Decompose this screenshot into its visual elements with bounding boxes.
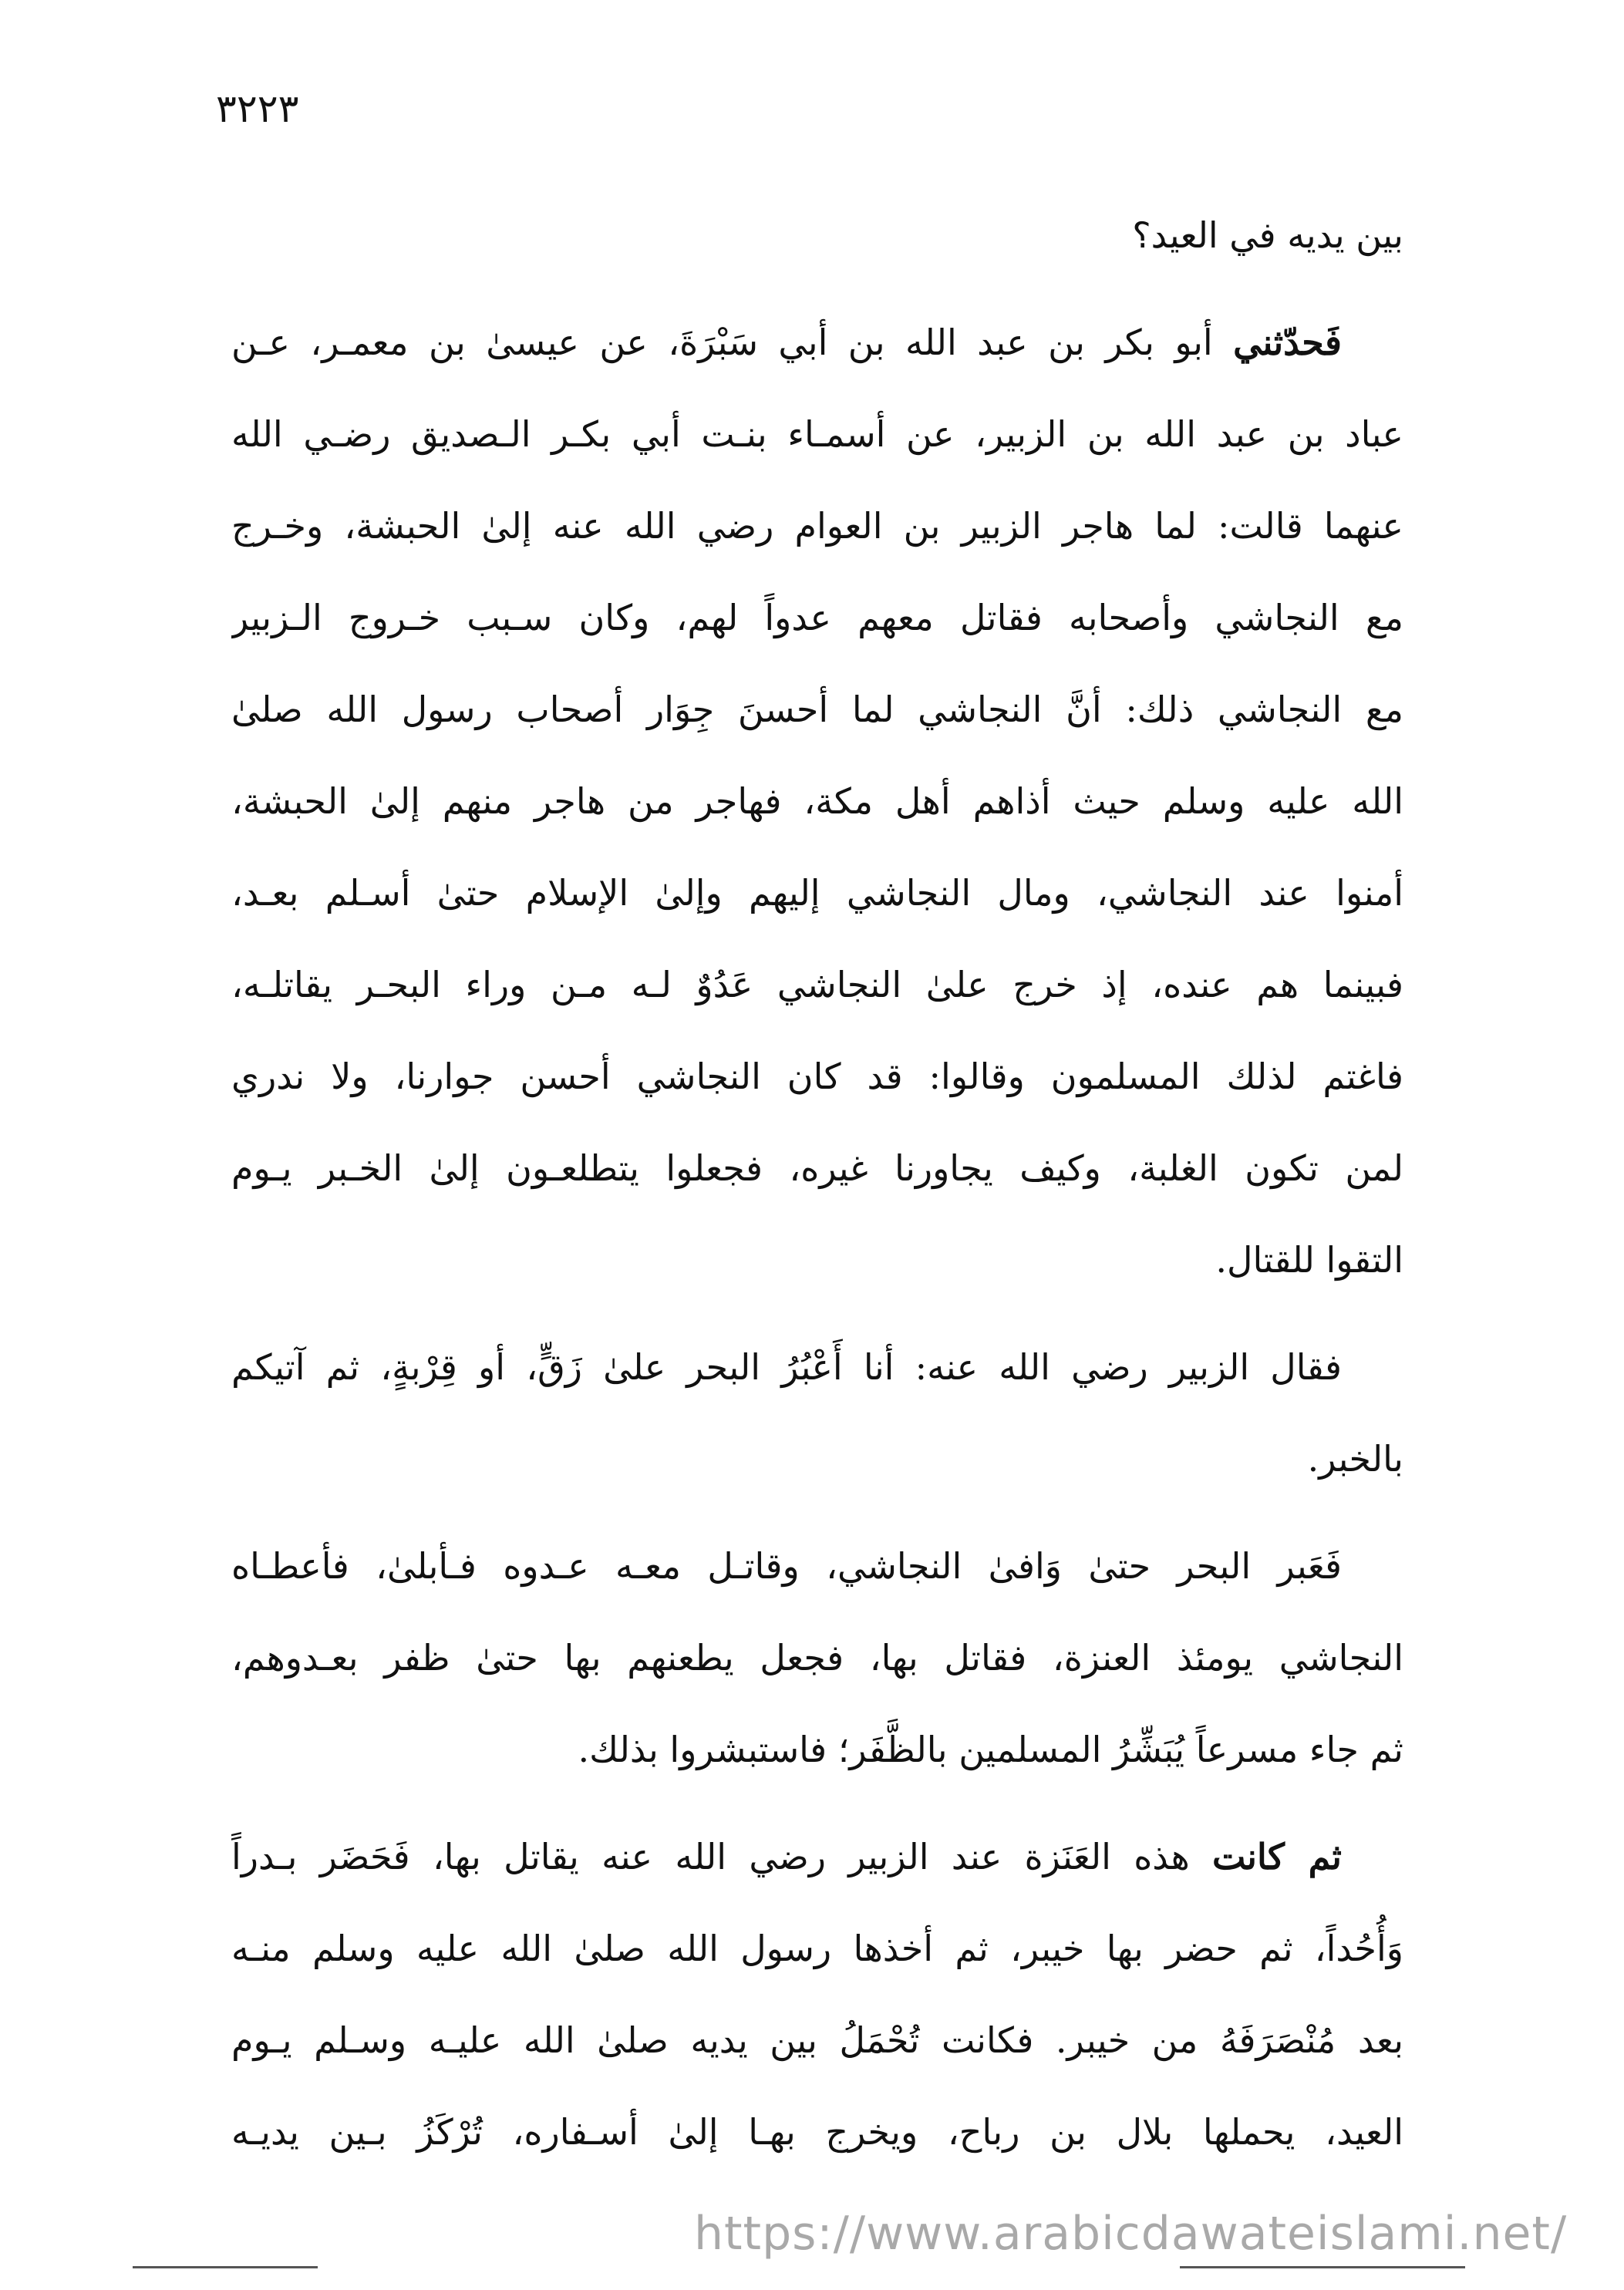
text-line: مع النجاشي وأصحابه فقاتل معهم عدواً لهم، وكان سـبب خـروج الـزبير <box>231 597 1403 638</box>
text-line: بعد مُنْصَرَفَهُ من خيبر. فكانت تُحْمَلُ بين يديه صلىٰ الله عليـه وسـلم يـوم <box>231 2019 1403 2061</box>
text-line: عنهما قالت: لما هاجر الزبير بن العوام رضي الله عنه إلىٰ الحبشة، وخـرج <box>231 505 1403 547</box>
paragraph <box>231 297 1403 1306</box>
text-line: مع النجاشي ذلك: أنَّ النجاشي لما أحسنَ جِوَار أصحاب رسول الله صلىٰ <box>231 689 1403 730</box>
text-line: عباد بن عبد الله بن الزبير، عن أسمـاء بنـت أبي بكـر الـصديق رضـي الله <box>231 413 1403 455</box>
paragraph <box>231 190 1403 281</box>
paragraph <box>231 1520 1403 1796</box>
text-line: بالخبر. <box>1307 1438 1403 1480</box>
text-segment: هذه العَنَزة عند الزبير رضي الله عنه يقاتل بها، فَحَضَر بـدراً <box>231 1836 1190 1877</box>
lead-word: فَحدّثني <box>1233 322 1342 363</box>
text-line: النجاشي يومئذ العنزة، فقاتل بها، فجعل يطعنهم بها حتىٰ ظفر بعـدوهم، <box>231 1637 1403 1679</box>
text-line: فَعَبر البحر حتىٰ وَافىٰ النجاشي، وقاتـل معـه عـدوه فـأبلىٰ، فأعطـاه <box>231 1545 1342 1587</box>
text-line <box>231 1811 1403 1903</box>
footer-rule <box>133 2266 318 2268</box>
text-line: فبينما هم عنده، إذ خرج علىٰ النجاشي عَدُوٌ لـه مـن وراء البحـر يقاتلـه، <box>231 964 1403 1005</box>
text-line: وَأُحُداً، ثم حضر بها خيبر، ثم أخذها رسول الله صلىٰ الله عليه وسلم منـه <box>231 1928 1403 1969</box>
watermark-url: https://www.arabicdawateislami.net/ <box>694 2207 1568 2261</box>
text-line: الله عليه وسلم حيث أذاهم أهل مكة، فهاجر من هاجر منهم إلىٰ الحبشة، <box>231 780 1403 822</box>
page-number: ٣٢٢٣ <box>216 86 299 131</box>
text-line: ثم جاء مسرعاً يُبَشِّرُ المسلمين بالظَّفَر؛ فاستبشروا بذلك. <box>578 1729 1403 1770</box>
paragraph <box>231 1811 1403 2178</box>
text-line: أمنوا عند النجاشي، ومال النجاشي إليهم وإلىٰ الإسلام حتىٰ أسـلم بعـد، <box>231 872 1403 914</box>
text-line: فاغتم لذلك المسلمون وقالوا: قد كان النجاشي أحسن جوارنا، ولا ندري <box>231 1056 1403 1097</box>
text-line <box>231 297 1403 389</box>
text-line: العيد، يحملها بلال بن رباح، ويخرج بهـا إلىٰ أسـفاره، تُرْكَزُ بـين يديـه <box>231 2111 1403 2153</box>
text-line: لمن تكون الغلبة، وكيف يجاورنا غيره، فجعلوا يتطلعـون إلىٰ الخـبر يـوم <box>231 1147 1403 1189</box>
page-body <box>231 190 1403 2194</box>
text-line: بين يديه في العيد؟ <box>1132 214 1403 256</box>
text-line: فقال الزبير رضي الله عنه: أنا أَعْبُرُ البحر علىٰ زَقٍّ، أو قِرْبةٍ، ثم آتيكم <box>231 1346 1342 1388</box>
paragraph <box>231 1322 1403 1505</box>
footer-rule <box>1180 2266 1465 2268</box>
text-segment: أبو بكر بن عبد الله بن أبي سَبْرَةَ، عن عيسىٰ بن معمـر، عـن <box>231 322 1213 363</box>
lead-word: ثم كانت <box>1212 1836 1342 1877</box>
text-line: التقوا للقتال. <box>1215 1239 1403 1281</box>
